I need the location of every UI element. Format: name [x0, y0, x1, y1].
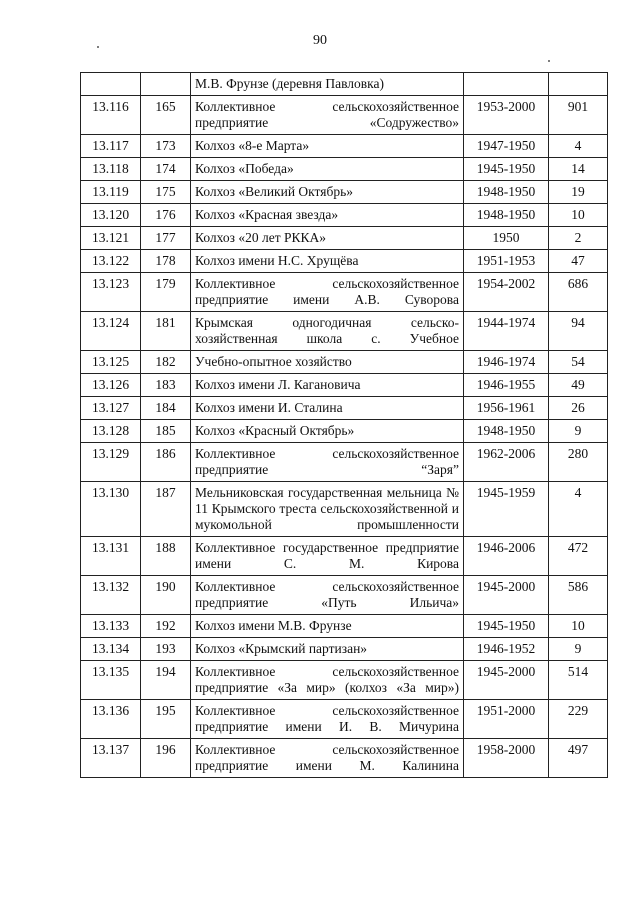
fund-number-cell: 184	[141, 397, 191, 420]
page-number: 90	[313, 33, 327, 48]
units-cell	[549, 73, 608, 96]
fund-number-cell: 179	[141, 273, 191, 312]
years-cell: 1945-1950	[464, 615, 549, 638]
fund-name-cell: Колхоз имени И. Сталина	[191, 397, 464, 420]
code-cell: 13.118	[81, 158, 141, 181]
fund-name-cell: Колхоз «20 лет РККА»	[191, 227, 464, 250]
table-row	[81, 700, 608, 739]
table-row	[81, 96, 608, 135]
table-row	[81, 537, 608, 576]
years-cell: 1947-1950	[464, 135, 549, 158]
units-cell: 2	[549, 227, 608, 250]
years-cell: 1951-1953	[464, 250, 549, 273]
table-row	[81, 204, 608, 227]
code-cell: 13.127	[81, 397, 141, 420]
fund-name-cell: Мельниковская государственная мельница № 11 Крымского треста сельскохозяйственной и мукомольной промышленности	[191, 482, 464, 537]
table-row	[81, 443, 608, 482]
code-cell: 13.119	[81, 181, 141, 204]
fund-number-cell: 183	[141, 374, 191, 397]
years-cell: 1946-1955	[464, 374, 549, 397]
table-row	[81, 181, 608, 204]
units-cell: 472	[549, 537, 608, 576]
fund-name-cell: Колхоз имени Л. Кагановича	[191, 374, 464, 397]
code-cell: 13.135	[81, 661, 141, 700]
units-cell: 229	[549, 700, 608, 739]
code-cell	[81, 73, 141, 96]
years-cell: 1953-2000	[464, 96, 549, 135]
table-row	[81, 227, 608, 250]
fund-name-cell: Колхоз «Победа»	[191, 158, 464, 181]
years-cell: 1962-2006	[464, 443, 549, 482]
code-cell: 13.125	[81, 351, 141, 374]
years-cell: 1945-2000	[464, 661, 549, 700]
code-cell: 13.120	[81, 204, 141, 227]
table-row	[81, 250, 608, 273]
code-cell: 13.123	[81, 273, 141, 312]
code-cell: 13.129	[81, 443, 141, 482]
years-cell: 1948-1950	[464, 204, 549, 227]
units-cell: 497	[549, 739, 608, 778]
units-cell: 10	[549, 204, 608, 227]
code-cell: 13.130	[81, 482, 141, 537]
table-row	[81, 576, 608, 615]
fund-number-cell: 196	[141, 739, 191, 778]
table-row	[81, 351, 608, 374]
fund-name-cell: М.В. Фрунзе (деревня Павловка)	[191, 73, 464, 96]
units-cell: 514	[549, 661, 608, 700]
code-cell: 13.133	[81, 615, 141, 638]
fund-name-cell: Крымская одногодичная сельско-хозяйственная школа с. Учебное	[191, 312, 464, 351]
units-cell: 54	[549, 351, 608, 374]
years-cell: 1945-2000	[464, 576, 549, 615]
table-row	[81, 158, 608, 181]
fund-name-cell: Колхоз имени М.В. Фрунзе	[191, 615, 464, 638]
years-cell: 1946-2006	[464, 537, 549, 576]
code-cell: 13.124	[81, 312, 141, 351]
fund-number-cell: 177	[141, 227, 191, 250]
table-row	[81, 420, 608, 443]
fund-number-cell: 173	[141, 135, 191, 158]
code-cell: 13.126	[81, 374, 141, 397]
fund-number-cell	[141, 73, 191, 96]
units-cell: 26	[549, 397, 608, 420]
fund-number-cell: 182	[141, 351, 191, 374]
code-cell: 13.137	[81, 739, 141, 778]
years-cell: 1946-1952	[464, 638, 549, 661]
table-row	[81, 638, 608, 661]
years-cell: 1948-1950	[464, 181, 549, 204]
years-cell	[464, 73, 549, 96]
code-cell: 13.134	[81, 638, 141, 661]
code-cell: 13.122	[81, 250, 141, 273]
units-cell: 47	[549, 250, 608, 273]
fund-name-cell: Коллективное сельскохозяйственное предприятие «Путь Ильича»	[191, 576, 464, 615]
years-cell: 1945-1950	[464, 158, 549, 181]
units-cell: 9	[549, 638, 608, 661]
fund-name-cell: Колхоз «Красная звезда»	[191, 204, 464, 227]
table-row	[81, 273, 608, 312]
table-row	[81, 661, 608, 700]
fund-number-cell: 186	[141, 443, 191, 482]
units-cell: 4	[549, 482, 608, 537]
scan-speck	[97, 46, 99, 48]
fund-name-cell: Коллективное сельскохозяйственное предприятие “Заря”	[191, 443, 464, 482]
fund-number-cell: 192	[141, 615, 191, 638]
fund-number-cell: 185	[141, 420, 191, 443]
fund-number-cell: 195	[141, 700, 191, 739]
years-cell: 1958-2000	[464, 739, 549, 778]
units-cell: 14	[549, 158, 608, 181]
fund-name-cell: Коллективное сельскохозяйственное предприятие имени И. В. Мичурина	[191, 700, 464, 739]
table-row	[81, 739, 608, 778]
fund-name-cell: Коллективное сельскохозяйственное предприятие «За мир» (колхоз «За мир»)	[191, 661, 464, 700]
years-cell: 1956-1961	[464, 397, 549, 420]
fund-name-cell: Колхоз имени Н.С. Хрущёва	[191, 250, 464, 273]
years-cell: 1951-2000	[464, 700, 549, 739]
fund-name-cell: Колхоз «Красный Октябрь»	[191, 420, 464, 443]
units-cell: 586	[549, 576, 608, 615]
continuation-row	[81, 73, 608, 96]
fund-name-cell: Колхоз «8-е Марта»	[191, 135, 464, 158]
fund-number-cell: 194	[141, 661, 191, 700]
code-cell: 13.121	[81, 227, 141, 250]
units-cell: 901	[549, 96, 608, 135]
fund-name-cell: Коллективное государственное предприятие имени С. М. Кирова	[191, 537, 464, 576]
fund-number-cell: 175	[141, 181, 191, 204]
units-cell: 9	[549, 420, 608, 443]
fund-number-cell: 174	[141, 158, 191, 181]
fund-name-cell: Коллективное сельскохозяйственное предприятие имени А.В. Суворова	[191, 273, 464, 312]
years-cell: 1946-1974	[464, 351, 549, 374]
fund-name-cell: Колхоз «Крымский партизан»	[191, 638, 464, 661]
units-cell: 49	[549, 374, 608, 397]
years-cell: 1945-1959	[464, 482, 549, 537]
fund-number-cell: 187	[141, 482, 191, 537]
fund-name-cell: Коллективное сельскохозяйственное предприятие «Содружество»	[191, 96, 464, 135]
fund-name-cell: Учебно-опытное хозяйство	[191, 351, 464, 374]
scan-speck	[548, 60, 550, 62]
units-cell: 280	[549, 443, 608, 482]
fund-registry-table	[80, 72, 608, 778]
units-cell: 4	[549, 135, 608, 158]
fund-number-cell: 165	[141, 96, 191, 135]
code-cell: 13.116	[81, 96, 141, 135]
table-row	[81, 374, 608, 397]
fund-number-cell: 176	[141, 204, 191, 227]
fund-name-cell: Коллективное сельскохозяйственное предприятие имени М. Калинина	[191, 739, 464, 778]
table-row	[81, 482, 608, 537]
table-row	[81, 615, 608, 638]
years-cell: 1944-1974	[464, 312, 549, 351]
fund-number-cell: 188	[141, 537, 191, 576]
units-cell: 10	[549, 615, 608, 638]
code-cell: 13.128	[81, 420, 141, 443]
registry-table-body	[81, 73, 608, 778]
fund-name-cell: Колхоз «Великий Октябрь»	[191, 181, 464, 204]
fund-number-cell: 181	[141, 312, 191, 351]
fund-number-cell: 193	[141, 638, 191, 661]
table-row	[81, 135, 608, 158]
fund-number-cell: 178	[141, 250, 191, 273]
code-cell: 13.136	[81, 700, 141, 739]
years-cell: 1948-1950	[464, 420, 549, 443]
table-row	[81, 397, 608, 420]
years-cell: 1954-2002	[464, 273, 549, 312]
units-cell: 94	[549, 312, 608, 351]
code-cell: 13.117	[81, 135, 141, 158]
units-cell: 686	[549, 273, 608, 312]
years-cell: 1950	[464, 227, 549, 250]
code-cell: 13.132	[81, 576, 141, 615]
code-cell: 13.131	[81, 537, 141, 576]
fund-number-cell: 190	[141, 576, 191, 615]
table-row	[81, 312, 608, 351]
units-cell: 19	[549, 181, 608, 204]
